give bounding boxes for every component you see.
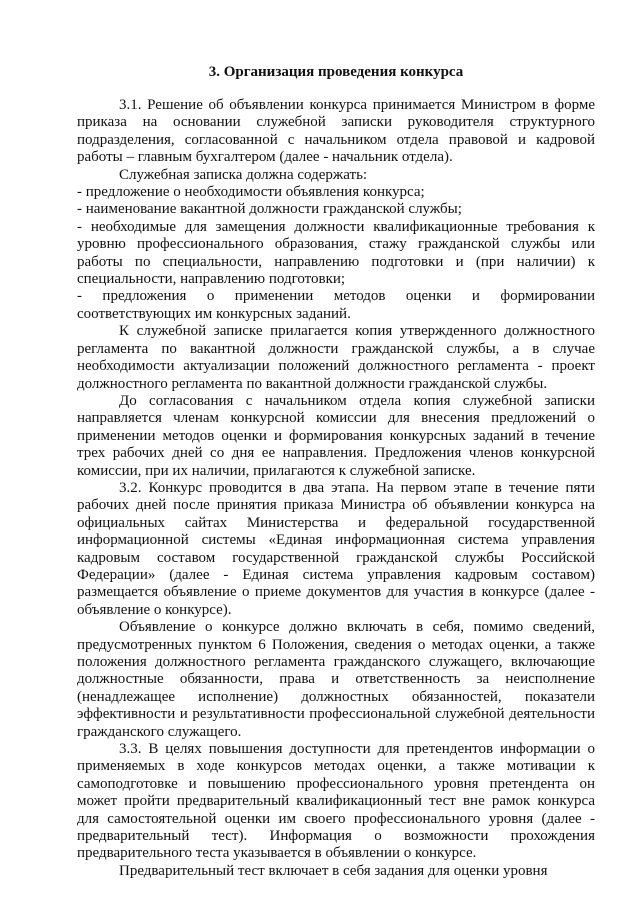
list-item: - предложения о применении методов оценки и формировании соответствующих им конкурсных заданий. bbox=[77, 288, 595, 322]
paragraph-list bbox=[77, 97, 595, 880]
list-item: - наименование вакантной должности гражданской службы; bbox=[77, 201, 462, 218]
paragraph: Предварительный тест включает в себя задания для оценки уровня bbox=[119, 862, 548, 879]
paragraph: Объявление о конкурсе должно включать в себя, помимо сведений, предусмотренных пунктом 6 Положения, сведения о методах оценки, а также положения должностного регламента гражданского служащего, включающие должностные обязанности, права и ответственность за неисполнение (ненадлежащее исполнение) должностных обязанностей, показатели эффективности и результативности профессиональной служебной деятельности гражданского служащего. bbox=[77, 619, 595, 740]
paragraph: 3.1. Решение об объявлении конкурса принимается Министром в форме приказа на основании служебной записки руководителя структурного подразделения, согласованной с начальником отдела правовой и кадровой работы – главным бухгалтером (далее - начальник отдела). bbox=[77, 97, 595, 166]
paragraph: 3.3. В целях повышения доступности для претендентов информации о применяемых в ходе конкурсов методах оценки, а также мотивации к самоподготовке и повышению профессионального уровня претендента он может пройти предварительный квалификационный тест вне рамок конкурса для самостоятельной оценки им своего профессионального уровня (далее - предварительный тест). Информация о возможности прохождения предварительного теста указывается в объявлении о конкурсе. bbox=[77, 741, 595, 862]
list-item: - необходимые для замещения должности квалификационные требования к уровню профессионального образования, стажу гражданской службы или работы по специальности, направлению подготовки и (при наличии) к специальности, направлению подготовки; bbox=[77, 218, 595, 288]
document-body bbox=[77, 62, 595, 880]
paragraph: К служебной записке прилагается копия утвержденного должностного регламента по вакантной должности гражданской службы, а в случае необходимости актуализации положений должностного регламента - проект должностного регламента по вакантной должности гражданской службы. bbox=[77, 323, 595, 392]
section-heading: 3. Организация проведения конкурса bbox=[208, 64, 464, 80]
list-item: - предложение о необходимости объявления конкурса; bbox=[77, 184, 425, 201]
paragraph: 3.2. Конкурс проводится в два этапа. На первом этапе в течение пяти рабочих дней после принятия приказа Министра об объявлении конкурса на официальных сайтах Министерства и федеральной государственной информационной системы «Единая информационная система управления кадровым составом государственной гражданской службы Российской Федерации» (далее - Единая система управления кадровым составом) размещается объявление о приеме документов для участия в конкурсе (далее - объявление о конкурсе). bbox=[77, 479, 595, 618]
paragraph: До согласования с начальником отдела копия служебной записки направляется членам конкурсной комиссии для внесения предложений о применении методов оценки и формирования конкурсных заданий в течение трех рабочих дней со дня ее направления. Предложения членов конкурсной комиссии, при их наличии, прилагаются к служебной записке. bbox=[77, 392, 595, 479]
paragraph: Служебная записка должна содержать: bbox=[119, 166, 368, 183]
